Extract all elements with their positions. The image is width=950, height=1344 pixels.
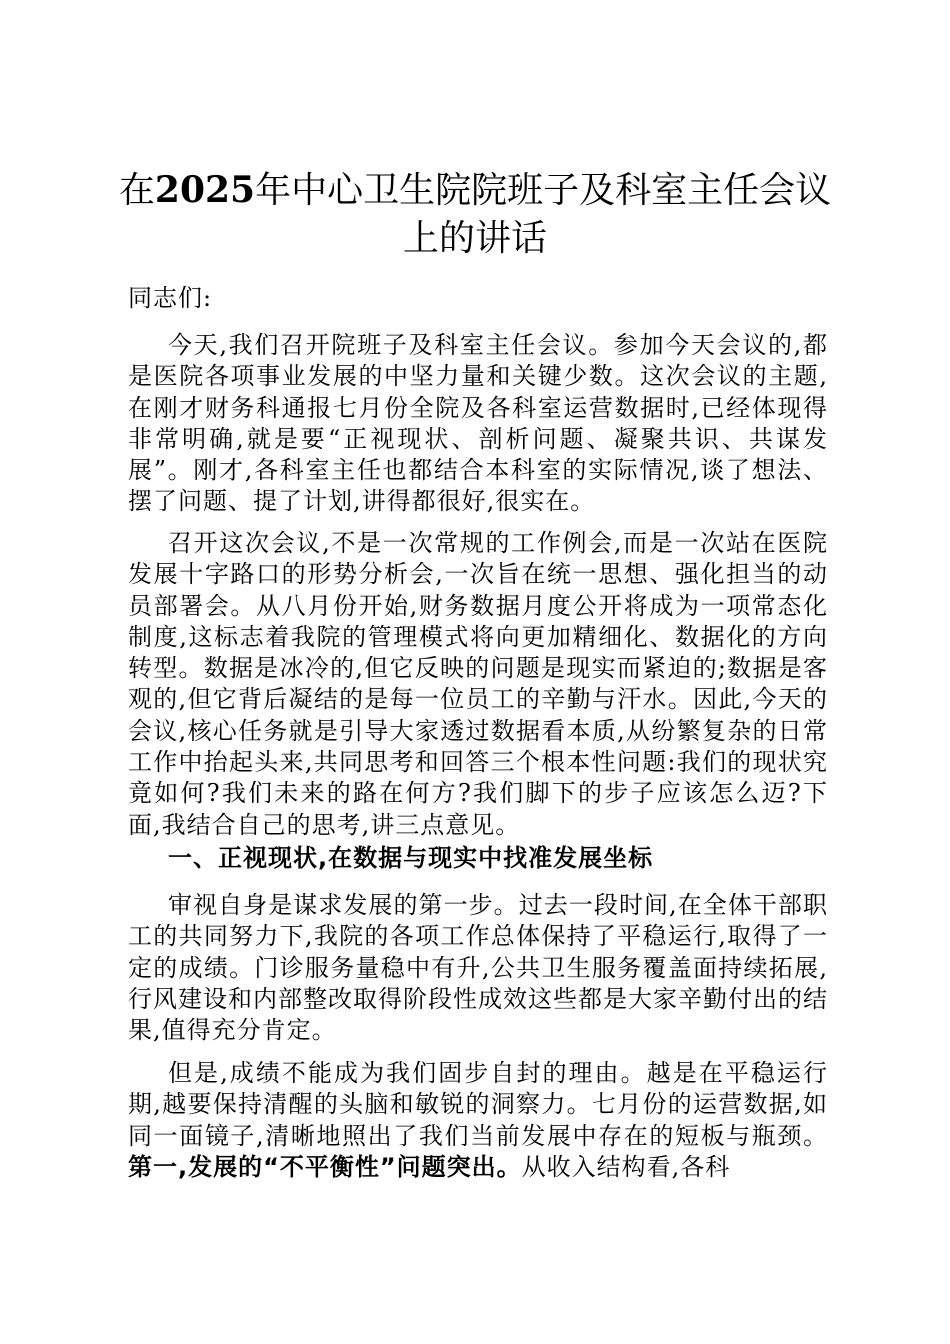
paragraph-meeting-purpose: 召开这次会议,不是一次常规的工作例会,而是一次站在医院发展十字路口的形势分析会,一次旨在统一思想、强化担当的动员部署会。从八月份开始,财务数据月度公开将成为一项常态化制度,这标志着我院的管理模式将向更加精细化、数据化的方向转型。数据是冰冷的,但它反映的问题是现实而紧迫的;数据是客观的,但它背后凝结的是每一位员工的辛勤与汗水。因此,今天的会议,核心任务就是引导大家透过数据看本质,从纷繁复杂的日常工作中抬起头来,共同思考和回答三个根本性问题:我们的现状究竟如何?我们未来的路在何方?我们脚下的步子应该怎么迈?下面,我结合自己的思考,讲三点意见。	[128, 529, 828, 839]
paragraph-self-review: 审视自身是谋求发展的第一步。过去一段时间,在全体干部职工的共同努力下,我院的各项工作总体保持了平稳运行,取得了一定的成绩。门诊服务量稳中有升,公共卫生服务覆盖面持续拓展,行风建设和内部整改取得阶段性成效这些都是大家辛勤付出的结果,值得充分肯定。	[128, 891, 828, 1045]
paragraph-text-after-emphasis: 从收入结构看,各科	[521, 1152, 731, 1181]
paragraph-shortcomings	[128, 1058, 828, 1183]
paragraph-opening: 今天,我们召开院班子及科室主任会议。参加今天会议的,都是医院各项事业发展的中坚力量和关键少数。这次会议的主题,在刚才财务科通报七月份全院及各科室运营数据时,已经体现得非常明确,就是要“正视现状、剖析问题、凝聚共识、共谋发展”。刚才,各科室主任也都结合本科室的实际情况,谈了想法、摆了问题、提了计划,讲得都很好,很实在。	[128, 331, 828, 516]
emphasis-point-1: 第一,发展的“不平衡性”问题突出。	[128, 1152, 522, 1181]
paragraph-text-before-emphasis: 但是,成绩不能成为我们固步自封的理由。越是在平稳运行期,越要保持清醒的头脑和敏锐的洞察力。七月份的运营数据,如同一面镜子,清晰地照出了我们当前发展中存在的短板与瓶颈。	[128, 1059, 828, 1150]
section-heading-1: 一、正视现状,在数据与现实中找准发展坐标	[168, 844, 654, 872]
title-year: 2025	[154, 169, 256, 211]
salutation: 同志们:	[128, 284, 213, 312]
page-title: 在2025年中心卫生院院班子及科室主任会议上的讲话	[118, 169, 832, 259]
